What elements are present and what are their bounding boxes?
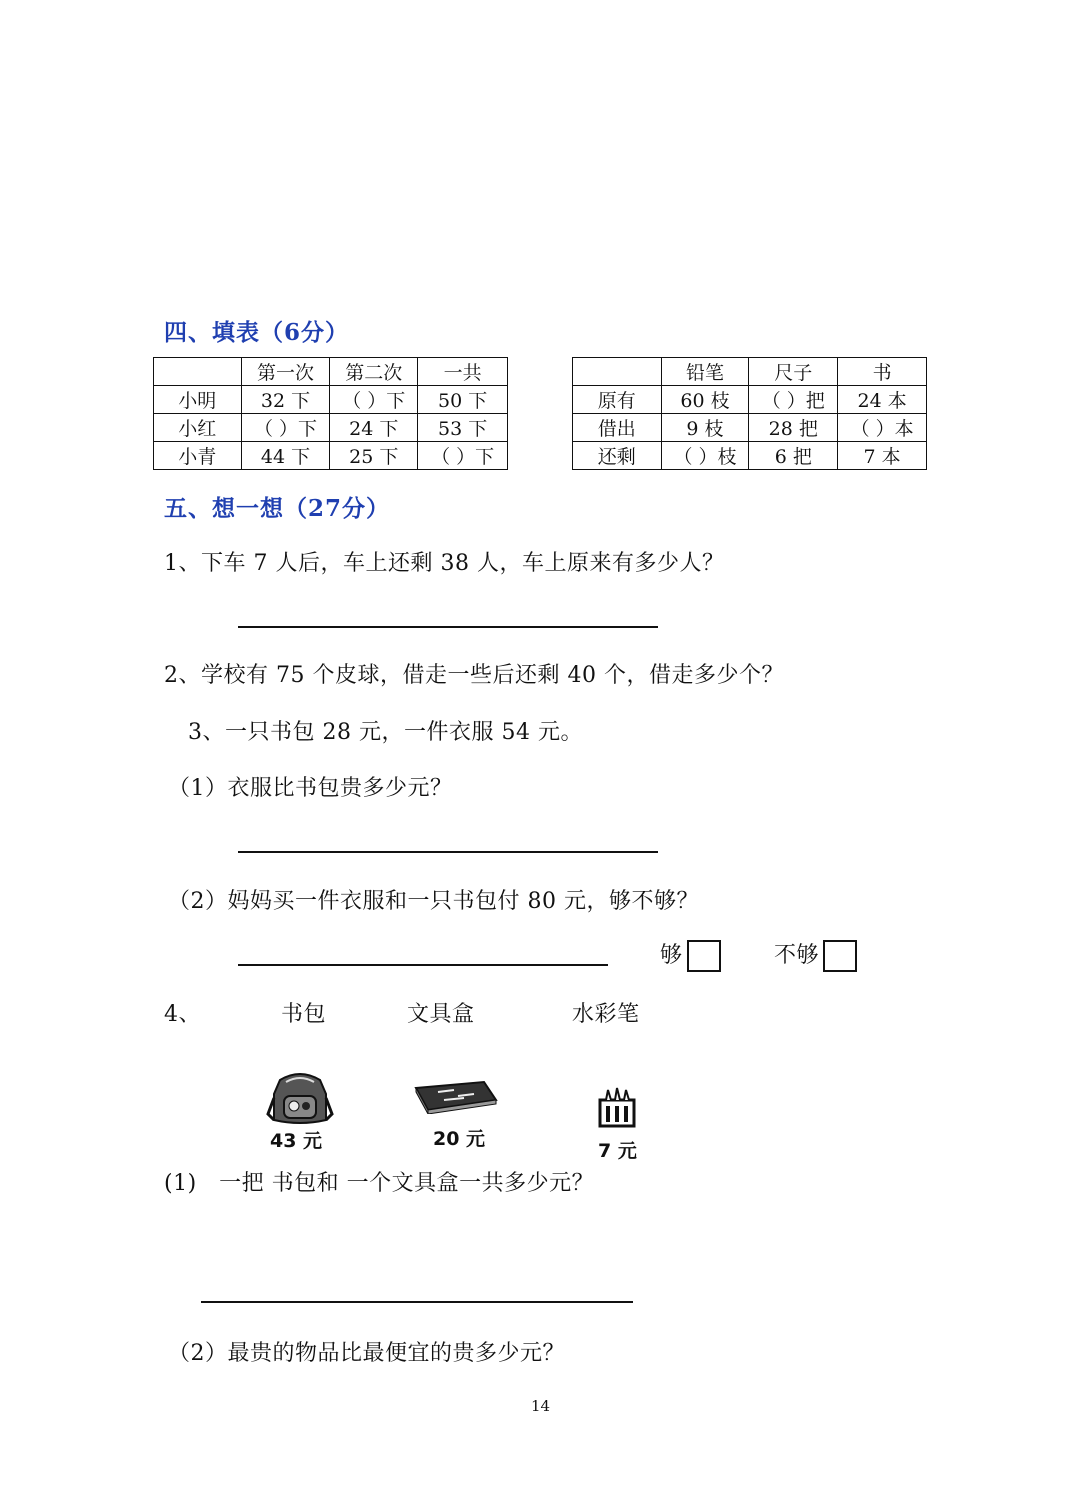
answer-line-3-2[interactable] xyxy=(238,964,608,966)
table-header-cell xyxy=(154,358,242,386)
table-cell[interactable]: （ ）本 xyxy=(838,414,927,442)
backpack-icon xyxy=(266,1070,334,1126)
table-header-cell: 书 xyxy=(838,358,927,386)
table-cell: 6 把 xyxy=(749,442,838,470)
table-cell: 28 把 xyxy=(749,414,838,442)
question-4-1: (1) 一把 书包和 一个文具盒一共多少元？ xyxy=(164,1171,595,1196)
not-enough-option[interactable] xyxy=(774,938,857,972)
table-header-cell: 铅笔 xyxy=(661,358,749,386)
question-3: 3、一只书包 28 元，一件衣服 54 元。 xyxy=(188,720,583,745)
answer-line-4-1[interactable] xyxy=(201,1301,633,1303)
question-4-2: （2）最贵的物品比最便宜的贵多少元？ xyxy=(168,1341,565,1366)
table-header-row xyxy=(573,358,927,386)
enough-option[interactable] xyxy=(660,938,721,972)
table-cell: 53 下 xyxy=(418,414,508,442)
answer-line-1[interactable] xyxy=(238,626,658,628)
table-row xyxy=(573,442,927,470)
table-header-cell: 尺子 xyxy=(749,358,838,386)
table-cell: 7 本 xyxy=(838,442,927,470)
enough-checkbox[interactable] xyxy=(687,940,721,972)
price-watercolor-pens: 7 元 xyxy=(598,1140,637,1162)
page-number: 14 xyxy=(531,1397,551,1415)
table-row xyxy=(154,414,508,442)
table-cell[interactable]: （ ）把 xyxy=(749,386,838,414)
table-cell[interactable]: （ ）下 xyxy=(418,442,508,470)
table-row xyxy=(154,386,508,414)
item-name-pencil-box: 文具盒 xyxy=(407,1002,475,1027)
table-row xyxy=(154,442,508,470)
table-cell: 44 下 xyxy=(241,442,330,470)
table-cell[interactable]: （ ）枝 xyxy=(661,442,749,470)
table-pushups xyxy=(153,357,508,470)
item-name-watercolor-pens: 水彩笔 xyxy=(572,1002,640,1027)
section-4-title: 四、填表（6分） xyxy=(164,319,350,346)
table-header-cell: 第一次 xyxy=(241,358,330,386)
pencil-box-icon xyxy=(414,1078,498,1114)
price-pencil-box: 20 元 xyxy=(433,1128,486,1150)
section-5-title: 五、想一想（27分） xyxy=(164,495,391,522)
table-cell[interactable]: （ ）下 xyxy=(330,386,418,414)
table-cell: 小红 xyxy=(154,414,242,442)
table-cell: 50 下 xyxy=(418,386,508,414)
table-cell: 小明 xyxy=(154,386,242,414)
table-cell: 小青 xyxy=(154,442,242,470)
item-name-backpack: 书包 xyxy=(281,1002,327,1027)
not-enough-checkbox[interactable] xyxy=(823,940,857,972)
question-3-2: （2）妈妈买一件衣服和一只书包付 80 元，够不够？ xyxy=(168,889,699,914)
table-row xyxy=(573,386,927,414)
table-cell: 借出 xyxy=(573,414,662,442)
table-cell: 原有 xyxy=(573,386,662,414)
price-backpack: 43 元 xyxy=(270,1130,323,1152)
table-cell: 25 下 xyxy=(330,442,418,470)
question-1: 1、下车 7 人后，车上还剩 38 人，车上原来有多少人？ xyxy=(164,551,725,576)
question-3-1: （1）衣服比书包贵多少元？ xyxy=(168,776,453,801)
table-stationery xyxy=(572,357,927,470)
table-cell: 24 本 xyxy=(838,386,927,414)
table-row xyxy=(573,414,927,442)
table-header-cell: 一共 xyxy=(418,358,508,386)
answer-line-3-1[interactable] xyxy=(238,851,658,853)
table-cell: 9 枝 xyxy=(661,414,749,442)
table-cell: 还剩 xyxy=(573,442,662,470)
table-header-cell: 第二次 xyxy=(330,358,418,386)
question-4-number: 4、 xyxy=(164,1002,201,1027)
question-2: 2、学校有 75 个皮球，借走一些后还剩 40 个，借走多少个？ xyxy=(164,663,784,688)
enough-label: 够 xyxy=(660,943,683,968)
watercolor-pens-icon xyxy=(596,1086,638,1130)
table-cell: 60 枝 xyxy=(661,386,749,414)
table-cell: 24 下 xyxy=(330,414,418,442)
table-cell[interactable]: （ ）下 xyxy=(241,414,330,442)
not-enough-label: 不够 xyxy=(774,943,820,968)
table-header-cell xyxy=(573,358,662,386)
table-cell: 32 下 xyxy=(241,386,330,414)
table-header-row xyxy=(154,358,508,386)
